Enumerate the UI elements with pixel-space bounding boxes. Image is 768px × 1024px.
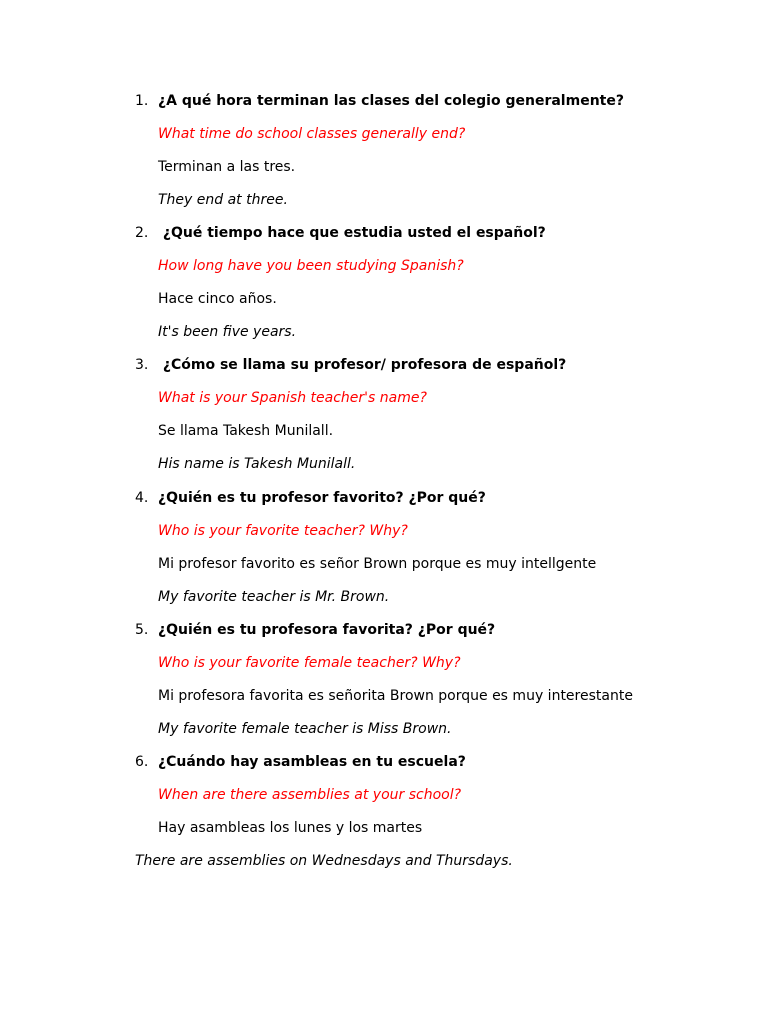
answer-translation: My favorite female teacher is Miss Brown. [158, 721, 452, 737]
answer-translation: His name is Takesh Munilall. [158, 456, 356, 472]
answer-text: Mi profesora favorita es señorita Brown porque es muy interestante [158, 688, 633, 704]
item-number: 6. [135, 754, 149, 770]
answer-translation: There are assemblies on Wednesdays and Thursdays. [135, 853, 513, 869]
answer-text: Mi profesor favorito es señor Brown porque es muy intellgente [158, 556, 597, 572]
answer-translation: It's been five years. [158, 324, 297, 340]
answer-translation: They end at three. [158, 192, 288, 208]
answer-text: Hay asambleas los lunes y los martes [158, 820, 423, 836]
question-text: ¿Quién es tu profesora favorita? ¿Por qué? [158, 622, 496, 638]
item-number: 3. [135, 357, 149, 373]
item-number: 4. [135, 490, 149, 506]
answer-text: Terminan a las tres. [158, 159, 296, 175]
question-text: ¿Quién es tu profesor favorito? ¿Por qué? [158, 490, 486, 506]
answer-text: Hace cinco años. [158, 291, 277, 307]
item-number: 2. [135, 225, 149, 241]
question-text: ¿Cuándo hay asambleas en tu escuela? [158, 754, 466, 770]
item-number: 1. [135, 93, 149, 109]
question-translation: What time do school classes generally end? [158, 126, 466, 142]
question-text: ¿Qué tiempo hace que estudia usted el español? [158, 225, 546, 241]
answer-translation: My favorite teacher is Mr. Brown. [158, 589, 390, 605]
question-translation: When are there assemblies at your school? [158, 787, 462, 803]
question-translation: Who is your favorite female teacher? Why? [158, 655, 461, 671]
question-translation: What is your Spanish teacher's name? [158, 390, 427, 406]
question-translation: How long have you been studying Spanish? [158, 258, 464, 274]
answer-text: Se llama Takesh Munilall. [158, 423, 334, 439]
item-number: 5. [135, 622, 149, 638]
question-text: ¿A qué hora terminan las clases del colegio generalmente? [158, 93, 624, 109]
question-text: ¿Cómo se llama su profesor/ profesora de español? [158, 357, 567, 373]
question-translation: Who is your favorite teacher? Why? [158, 523, 408, 539]
